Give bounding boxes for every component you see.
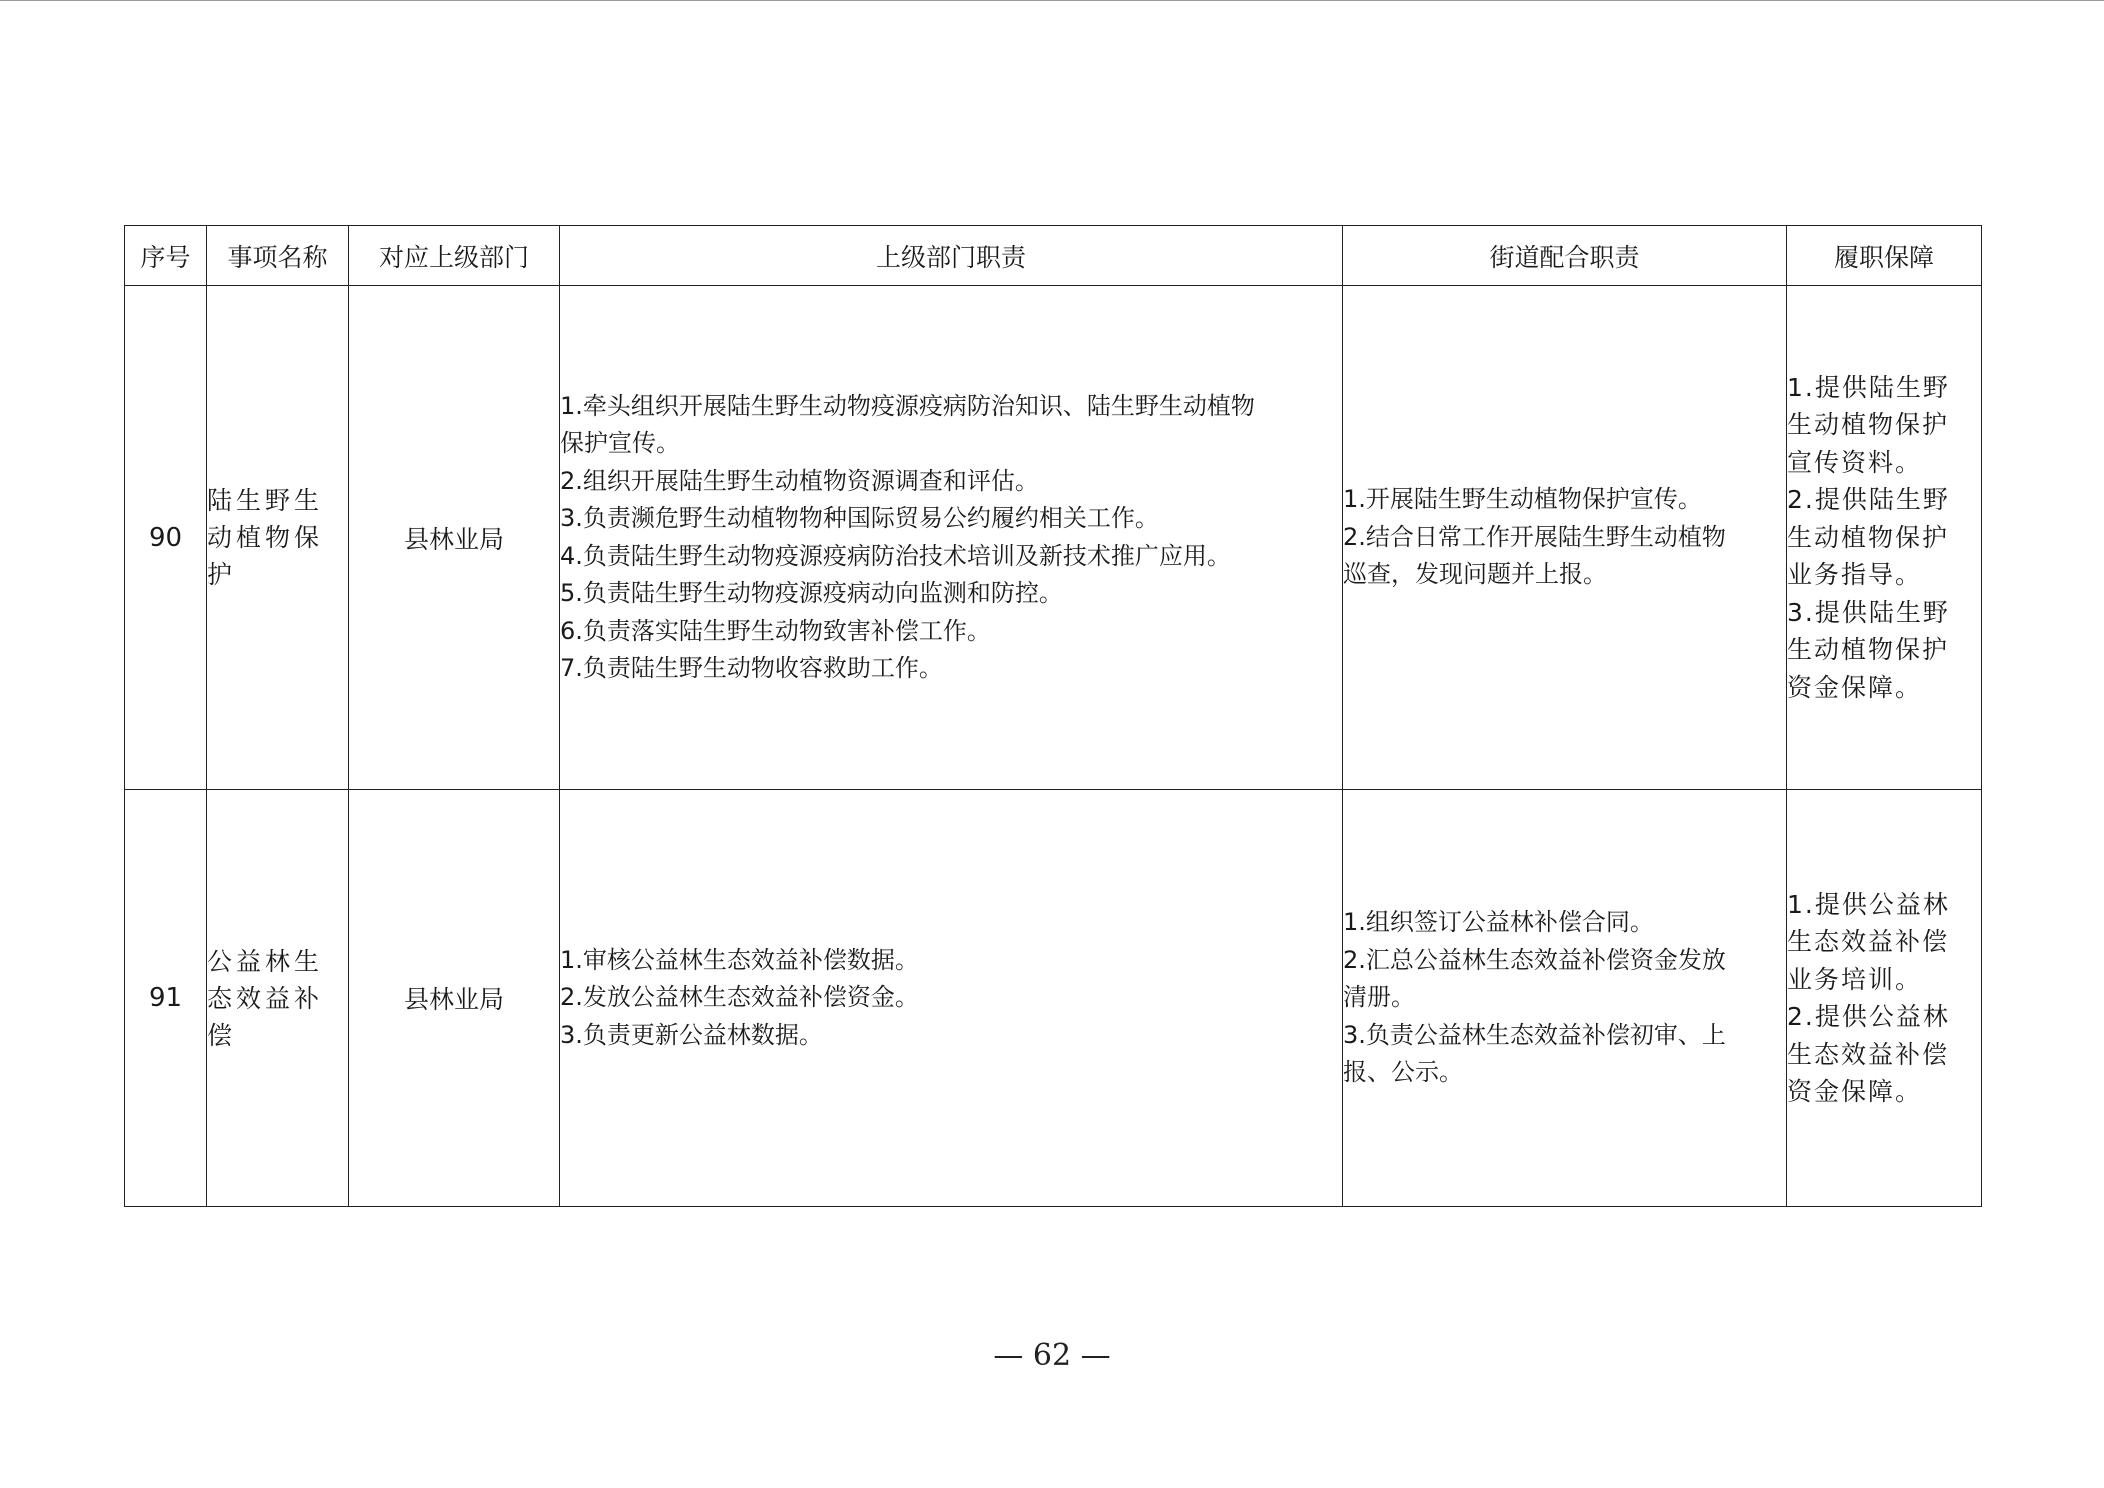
guarantee-line: 1.提供陆生野 [1787, 372, 1950, 402]
duty-line: 3.负责濒危野生动植物物种国际贸易公约履约相关工作。 [560, 504, 1159, 532]
seq-cell: 90 [125, 286, 207, 790]
duty-line: 1.审核公益林生态效益补偿数据。 [560, 945, 919, 974]
duty-table [124, 225, 1982, 1207]
guarantee-line: 3.提供陆生野 [1787, 597, 1950, 627]
item-name-line: 陆生野生 [207, 486, 324, 515]
duty-line: 3.负责更新公益林数据。 [560, 1020, 823, 1049]
street-duty-line: 报、公示。 [1343, 1058, 1463, 1087]
street-duty-line: 巡查，发现问题并上报。 [1343, 560, 1607, 589]
street-duties-cell [1343, 790, 1787, 1207]
guarantee-line: 资金保障。 [1787, 672, 1923, 702]
header-item-name: 事项名称 [207, 226, 349, 286]
guarantee-cell [1787, 790, 1982, 1207]
header-superior-duties: 上级部门职责 [560, 226, 1343, 286]
superior-duties-cell [560, 286, 1343, 790]
guarantee-line: 生态效益补偿 [1787, 927, 1950, 956]
superior-duties-cell [560, 790, 1343, 1207]
page-number: — 62 — [993, 1338, 1111, 1373]
guarantee-line: 1.提供公益林 [1787, 889, 1950, 919]
item-name-cell [207, 790, 349, 1207]
duty-line: 保护宣传。 [560, 429, 680, 457]
street-duty-line: 2.结合日常工作开展陆生野生动植物 [1343, 522, 1726, 551]
guarantee-line: 生动植物保护 [1787, 522, 1950, 552]
duty-line: 2.组织开展陆生野生动植物资源调查和评估。 [560, 466, 1039, 495]
duty-line: 6.负责落实陆生野生动物致害补偿工作。 [560, 616, 991, 645]
superior-dept-cell: 县林业局 [349, 286, 560, 790]
guarantee-line: 生动植物保护 [1787, 635, 1950, 665]
street-duties-cell [1343, 286, 1787, 790]
guarantee-line: 生动植物保护 [1787, 410, 1950, 440]
guarantee-line: 2.提供公益林 [1787, 1002, 1950, 1031]
duty-line: 4.负责陆生野生动物疫源疫病防治技术培训及新技术推广应用。 [560, 541, 1231, 570]
street-duty-line: 1.组织签订公益林补偿合同。 [1343, 908, 1654, 937]
item-name-line: 护 [207, 560, 237, 589]
table-row [125, 286, 1982, 790]
item-name-cell [207, 286, 349, 790]
item-name-line: 公益林生 [207, 946, 324, 976]
seq-cell: 91 [125, 790, 207, 1207]
guarantee-line: 资金保障。 [1787, 1077, 1923, 1106]
duty-line: 2.发放公益林生态效益补偿资金。 [560, 983, 919, 1012]
street-duty-line: 2.汇总公益林生态效益补偿资金发放 [1343, 945, 1726, 974]
table-row [125, 790, 1982, 1207]
superior-dept-cell: 县林业局 [349, 790, 560, 1207]
item-name-line: 偿 [207, 1020, 237, 1050]
header-guarantee: 履职保障 [1787, 226, 1982, 286]
guarantee-line: 宣传资料。 [1787, 447, 1923, 477]
guarantee-line: 生态效益补偿 [1787, 1039, 1950, 1069]
page-top-rule [0, 0, 2104, 1]
guarantee-line: 业务培训。 [1787, 964, 1923, 994]
header-seq: 序号 [125, 226, 207, 286]
guarantee-line: 业务指导。 [1787, 560, 1923, 590]
street-duty-line: 清册。 [1343, 983, 1415, 1012]
duty-line: 5.负责陆生野生动物疫源疫病动向监测和防控。 [560, 579, 1063, 607]
duty-line: 7.负责陆生野生动物收容救助工作。 [560, 654, 943, 682]
duty-line: 1.牵头组织开展陆生野生动物疫源疫病防治知识、陆生野生动植物 [560, 391, 1255, 420]
table-header-row [125, 226, 1982, 286]
header-superior-dept: 对应上级部门 [349, 226, 560, 286]
item-name-line: 态效益补 [207, 983, 324, 1013]
item-name-line: 动植物保 [207, 523, 324, 552]
header-street-duties: 街道配合职责 [1343, 226, 1787, 286]
guarantee-line: 2.提供陆生野 [1787, 485, 1950, 515]
street-duty-line: 3.负责公益林生态效益补偿初审、上 [1343, 1020, 1726, 1049]
guarantee-cell [1787, 286, 1982, 790]
street-duty-line: 1.开展陆生野生动植物保护宣传。 [1343, 485, 1702, 514]
